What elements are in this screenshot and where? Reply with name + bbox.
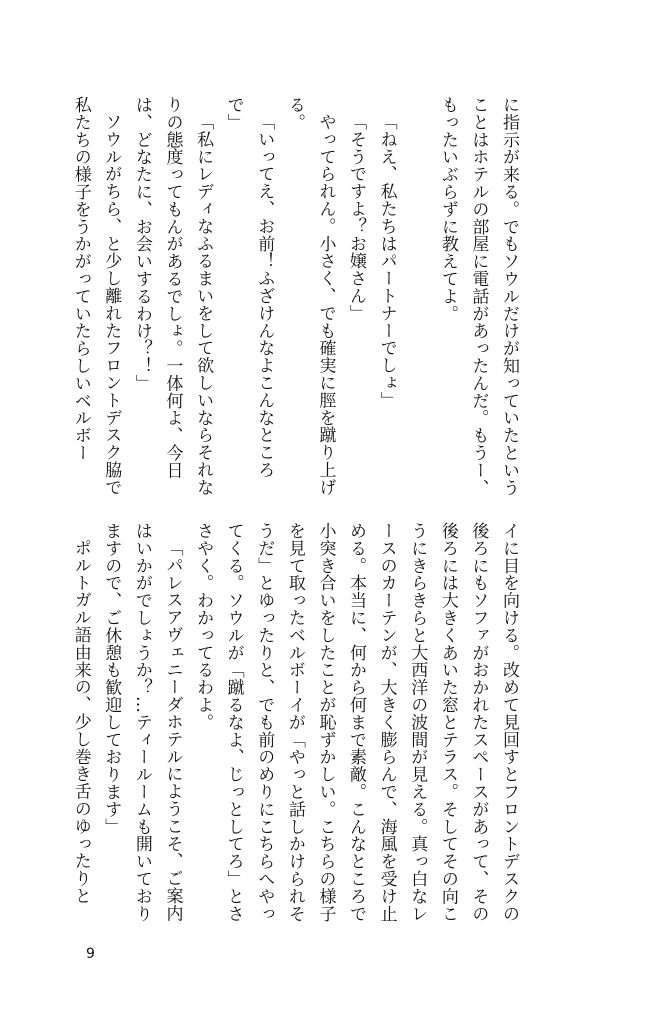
paragraph: イに目を向ける。改めて見回すとフロントデスクの後ろにもソファがおかれたスペースがあって、その後ろには大きくあいた窓とテラス。そしてその向こうにきらきらと大西洋の波間が見える。真っ白なレースのカーテンが、大きく膨らんで、海風を受け止める。本当に、何から何まで素敵。こんなところで小突き合いをしたことが恥ずかしい。こちらの様子を見て取ったベルボーイが「やっと話しかけられそうだ」とゆったりと、でも前のめりにこちらへやってくる。ソウルが「蹴るなよ、じっとしてろ」とささやく。わかってるわよ。	[193, 522, 519, 923]
paragraph: に指示が来る。でもソウルだけが知っていたということはホテルの部屋に電話があったんだ。もうー、もったいぶらずに教えてよ。	[437, 96, 519, 497]
blank-line	[402, 96, 433, 498]
paragraph: ソウルがちら、と少し離れたフロントデスク脇で私たちの様子をうかがっていたらしいベルボー	[70, 96, 122, 496]
paragraph: 「ねえ、私たちはパートナーでしょ」	[376, 113, 397, 409]
text-block-bottom	[70, 522, 524, 924]
paragraph: 「パレスアヴェニーダホテルにようこそ、ご案内はいかがでしょうか？…ティールームも開いておりますので、ご休憩も歓迎しております」	[101, 522, 183, 923]
paragraph: 「私にレディなふるまいをして欲しいならそれなりの態度ってもんがあるでしょ。一体何よ、今日は、どなたに、お会いするわけ？！」	[131, 96, 214, 496]
page-number: 9	[86, 946, 95, 962]
paragraph: ポルトガル語由来の、少し巻き舌のゆったりと	[70, 539, 91, 905]
paragraph: やってられん。小さく、でも確実に脛を蹴り上げる。	[284, 96, 336, 496]
paragraph: 「そうですよ？お嬢さん」	[346, 113, 367, 322]
paragraph: 「いってえ、お前！ふざけんなよこんなところで」	[223, 96, 275, 479]
text-block-top	[70, 96, 524, 498]
